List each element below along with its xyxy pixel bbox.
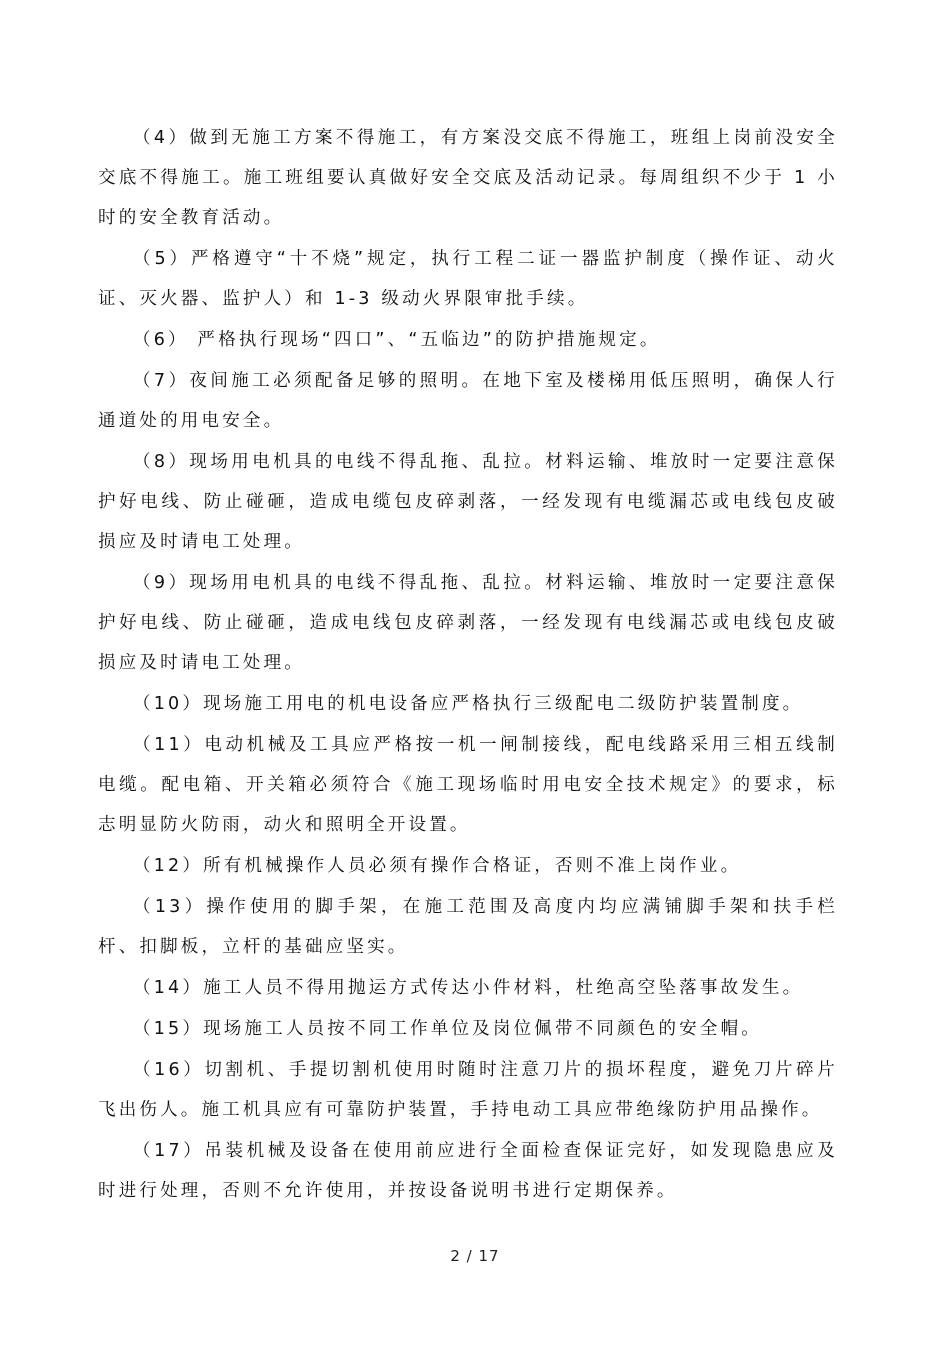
paragraph-item-7: （7）夜间施工必须配备足够的照明。在地下室及楼梯用低压照明，确保人行通道处的用电安全。 bbox=[98, 371, 838, 431]
paragraph-item-17: （17）吊装机械及设备在使用前应进行全面检查保证完好，如发现隐患应及时进行处理，否则不允许使用，并按设备说明书进行定期保养。 bbox=[98, 1141, 838, 1201]
paragraph-item-8: （8）现场用电机具的电线不得乱拖、乱拉。材料运输、堆放时一定要注意保护好电线、防止碰砸，造成电缆包皮碎剥落，一经发现有电缆漏芯或电线包皮破损应及时请电工处理。 bbox=[98, 452, 838, 552]
paragraph-item-5: （5）严格遵守“十不烧”规定，执行工程二证一器监护制度（操作证、动火证、灭火器、监护人）和 1-3 级动火界限审批手续。 bbox=[98, 249, 838, 309]
paragraph-item-13: （13）操作使用的脚手架，在施工范围及高度内均应满铺脚手架和扶手栏杆、扣脚板，立杆的基础应坚实。 bbox=[98, 897, 838, 957]
paragraph-item-4: （4）做到无施工方案不得施工，有方案没交底不得施工，班组上岗前没安全交底不得施工。施工班组要认真做好安全交底及活动记录。每周组织不少于 1 小时的安全教育活动。 bbox=[98, 128, 838, 228]
paragraph-item-6: （6） 严格执行现场“四口”、“五临边”的防护措施规定。 bbox=[133, 330, 661, 350]
paragraph-item-9: （9）现场用电机具的电线不得乱拖、乱拉。材料运输、堆放时一定要注意保护好电线、防止碰砸，造成电线包皮碎剥落，一经发现有电线漏芯或电线包皮破损应及时请电工处理。 bbox=[98, 573, 838, 673]
paragraph-item-15: （15）现场施工人员按不同工作单位及岗位佩带不同颜色的安全帽。 bbox=[133, 1019, 762, 1039]
paragraph-item-11: （11）电动机械及工具应严格按一机一闸制接线，配电线路采用三相五线制电缆。配电箱、开关箱必须符合《施工现场临时用电安全技术规定》的要求，标志明显防火防雨，动火和照明全开设置。 bbox=[98, 735, 838, 835]
document-body bbox=[98, 118, 838, 1211]
paragraph-item-16: （16）切割机、手提切割机使用时随时注意刀片的损坏程度，避免刀片碎片飞出伤人。施工机具应有可靠防护装置，手持电动工具应带绝缘防护用品操作。 bbox=[98, 1060, 838, 1120]
paragraph-item-10: （10）现场施工用电的机电设备应严格执行三级配电二级防护装置制度。 bbox=[133, 694, 804, 714]
paragraph-item-12: （12）所有机械操作人员必须有操作合格证，否则不准上岗作业。 bbox=[133, 856, 742, 876]
page-number: 2 / 17 bbox=[450, 1247, 500, 1265]
paragraph-item-14: （14）施工人员不得用抛运方式传达小件材料，杜绝高空坠落事故发生。 bbox=[133, 978, 804, 998]
